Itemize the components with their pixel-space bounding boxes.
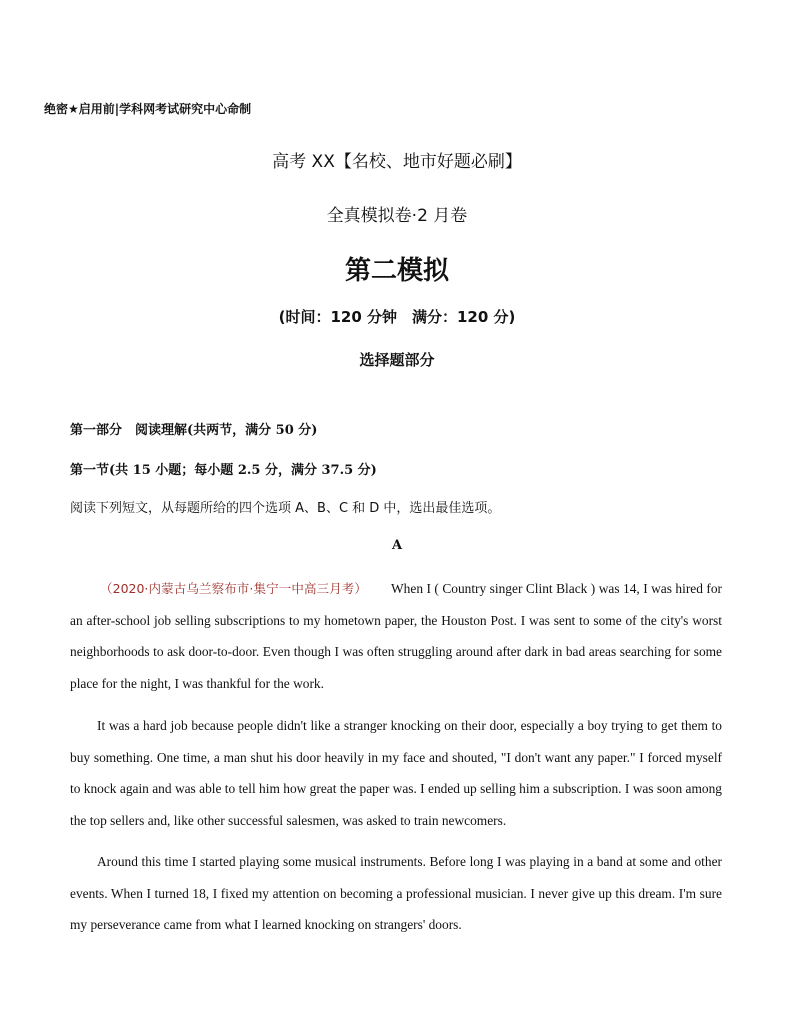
passage-label: A	[391, 538, 403, 553]
passage-paragraph-1	[70, 573, 722, 699]
passage-source: （2020·内蒙古乌兰察布市·集宁一中高三月考）	[100, 581, 368, 596]
passage-paragraph-2: It was a hard job because people didn't like a stranger knocking on their door, especially a boy trying to get them to buy something. One time, a man shut his door heavily in my face and shouted, "I don't want any paper." I forced myself to knock again and was able to tell him how great the paper was. I ended up selling him a subscription. I was soon among the top sellers and, like other successful salesmen, was asked to train newcomers.	[70, 718, 722, 828]
section-heading-part1: 第一部分 阅读理解(共两节，满分 50 分)	[70, 423, 318, 438]
exam-title-line2: 全真模拟卷·2 月卷	[326, 206, 468, 226]
paragraph-1-text: When I ( Country singer Clint Black ) was 14, I was hired for an after-school job selling subscriptions to my hometown paper, the Houston Post. I was sent to some of the city's worst neighborhoods to ask door-to-door. Even though I was often struggling around after dark in bad areas searching for some place for the night, I was thankful for the work.	[70, 581, 723, 691]
part-title: 选择题部分	[359, 351, 435, 369]
section-heading-section1: 第一节(共 15 小题；每小题 2.5 分，满分 37.5 分)	[70, 463, 377, 478]
confidential-note: 绝密★启用前|学科网考试研究中心命制	[44, 102, 252, 116]
exam-time-info: (时间：120 分钟 满分：120 分)	[278, 308, 516, 326]
reading-instruction: 阅读下列短文，从每题所给的四个选项 A、B、C 和 D 中，选出最佳选项。	[70, 501, 501, 516]
passage-paragraph-3: Around this time I started playing some musical instruments. Before long I was playing in a band at some and other events. When I turned 18, I fixed my attention on becoming a professional musician. I never give up this dream. I'm sure my perseverance came from what I learned knocking on strangers' doors.	[70, 854, 722, 932]
exam-main-title: 第二模拟	[344, 256, 449, 286]
exam-title-line1: 高考 XX【名校、地市好题必刷】	[272, 152, 522, 172]
